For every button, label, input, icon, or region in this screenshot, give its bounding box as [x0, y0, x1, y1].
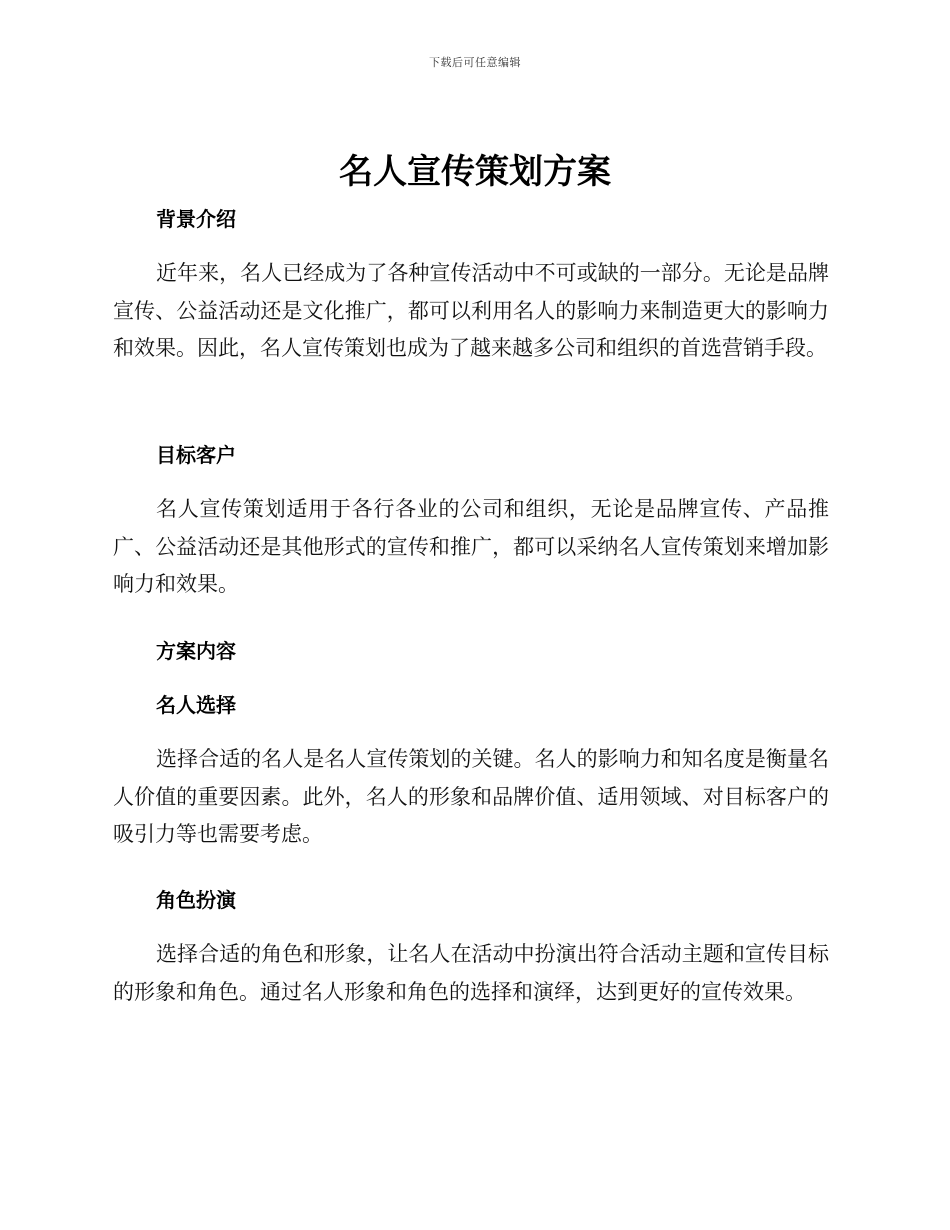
section-heading-role-playing: 角色扮演	[156, 888, 236, 912]
section-heading-target-customers: 目标客户	[156, 443, 236, 467]
header-note: 下载后可任意编辑	[429, 56, 521, 69]
section-paragraph-role-playing: 选择合适的角色和形象，让名人在活动中扮演出符合活动主题和宣传目标的形象和角色。通过名人形象和角色的选择和演绎，达到更好的宣传效果。	[113, 942, 829, 1004]
section-paragraph-target-customers: 名人宣传策划适用于各行各业的公司和组织，无论是品牌宣传、产品推广、公益活动还是其他形式的宣传和推广，都可以采纳名人宣传策划来增加影响力和效果。	[113, 497, 829, 596]
section-heading-plan-content: 方案内容	[156, 639, 236, 663]
section-paragraph-celebrity-selection: 选择合适的名人是名人宣传策划的关键。名人的影响力和知名度是衡量名人价值的重要因素。此外，名人的形象和品牌价值、适用领域、对目标客户的吸引力等也需要考虑。	[113, 747, 829, 846]
document-title: 名人宣传策划方案	[339, 152, 611, 192]
section-heading-background: 背景介绍	[156, 207, 236, 231]
section-paragraph-background: 近年来，名人已经成为了各种宣传活动中不可或缺的一部分。无论是品牌宣传、公益活动还是文化推广，都可以利用名人的影响力来制造更大的影响力和效果。因此，名人宣传策划也成为了越来越多公司和组织的首选营销手段。	[113, 261, 829, 360]
section-heading-celebrity-selection: 名人选择	[156, 693, 236, 717]
